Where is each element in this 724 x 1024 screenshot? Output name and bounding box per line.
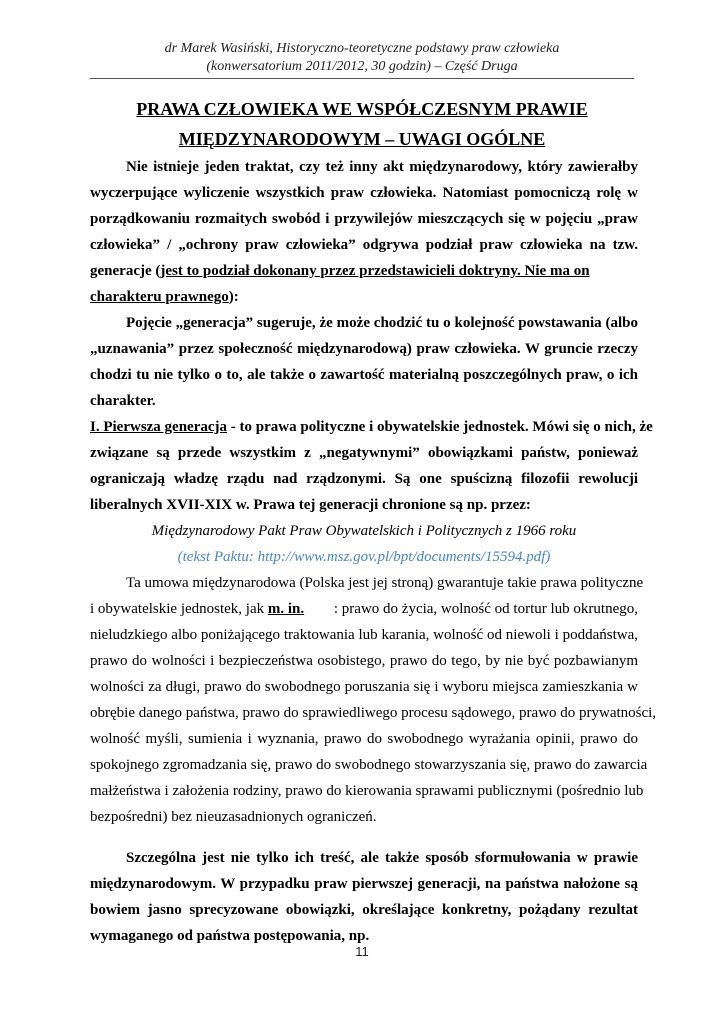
p1-line-6 (90, 284, 638, 310)
p4-line-9: małżeństwa i założenia rodziny, prawo do kierowania sprawami publicznymi (pośrednio lub (90, 783, 644, 799)
p2-line-2: „uznawania” przez społeczność międzynarodową) praw człowieka. W gruncie rzeczy (90, 341, 638, 357)
p4-line-7: wolność myśli, sumienia i wyznania, prawo do swobodnego wyrażania opinii, prawo do (90, 731, 638, 747)
p4-line-2-start (90, 596, 304, 622)
p3-line-1-rest: - to prawa polityczne i obywatelskie jednostek. Mówi się o nich, że (227, 419, 653, 435)
p4-line-2-end: : prawo do życia, wolność od tortur lub okrutnego, (333, 601, 638, 617)
p5-line-2: międzynarodowym. W przypadku praw pierwszej generacji, na państwa nałożone są (90, 876, 638, 892)
p1-line-1: Nie istnieje jeden traktat, czy też inny akt międzynarodowy, który zawierałby (126, 159, 638, 175)
covenant-name: Międzynarodowy Pakt Praw Obywatelskich i Politycznych z 1966 roku (151, 523, 577, 539)
p1-line-5-start: generacje ( (90, 263, 161, 279)
p4-line-3: nieludzkiego albo poniżającego traktowania lub karania, wolność od niewoli i poddaństwa, (90, 627, 638, 643)
p5-line-3: bowiem jasno sprecyzowane obowiązki, określające konkretny, pożądany rezultat (90, 902, 638, 918)
first-generation-heading: I. Pierwsza generacja (90, 419, 228, 435)
covenant-link[interactable]: (tekst Paktu: http://www.msz.gov.pl/bpt/documents/15594.pdf) (177, 549, 551, 565)
p2-line-1: Pojęcie „generacja” sugeruje, że może chodzić tu o kolejność powstawania (albo (126, 315, 638, 331)
section-title-line-1: PRAWA CZŁOWIEKA WE WSPÓŁCZESNYM PRAWIE (136, 99, 588, 119)
p4-line-4: prawo do wolności i bezpieczeństwa osobistego, prawo do tego, by nie być pozbawianym (90, 653, 638, 669)
running-header-line-2: (konwersatorium 2011/2012, 30 godzin) – Część Druga (206, 59, 518, 74)
p3-line-4: liberalnych XVII-XIX w. Prawa tej generacji chronione są np. przez: (90, 497, 531, 513)
p4-line-5: wolności za długi, prawo do swobodnego poruszania się i wyboru miejsca zamieszkania w (90, 679, 638, 695)
header-rule (90, 78, 634, 79)
page-number: 11 (355, 944, 369, 959)
p3-line-2: związane są przede wszystkim z „negatywnymi” obowiązkami państw, ponieważ (90, 445, 638, 461)
p4-line-6: obrębie danego państwa, prawo do sprawiedliwego procesu sądowego, prawo do prywatności, (90, 705, 657, 721)
p4-line-1: Ta umowa międzynarodowa (Polska jest jej stroną) gwarantuje takie prawa polityczne (126, 575, 644, 591)
running-header-line-1: dr Marek Wasiński, Historyczno-teoretyczne podstawy praw człowieka (164, 41, 560, 56)
m-in-abbrev: m. in. (267, 601, 305, 617)
doctrine-note: jest to podział dokonany przez przedstawicieli doktryny. Nie ma on (160, 263, 590, 279)
p2-line-3: chodzi tu nie tylko o to, ale także o zawartość materialną poszczególnych praw, o ich (90, 367, 638, 383)
p1-line-5 (90, 258, 638, 284)
p4-line-2-a: i obywatelskie jednostek, jak (90, 601, 268, 617)
p1-line-6-end: ): (228, 289, 239, 305)
p4-line-8: spokojnego zgromadzania się, prawo do swobodnego stowarzyszania się, prawo do zawarcia (90, 757, 648, 773)
p4-line-2 (90, 596, 638, 622)
p3-line-1 (90, 414, 653, 440)
p1-line-3: porządkowaniu rozmaitych swobód i przywilejów mieszczących się w pojęciu „praw (90, 211, 638, 227)
doctrine-note-end: charakteru prawnego (90, 289, 229, 305)
p5-line-1: Szczególna jest nie tylko ich treść, ale także sposób sformułowania w prawie (126, 850, 638, 866)
p1-line-4: człowieka” / „ochrony praw człowieka” odgrywa podział praw człowieka na tzw. (90, 237, 638, 253)
section-title-line-2: MIĘDZYNARODOWYM – UWAGI OGÓLNE (178, 129, 546, 149)
p3-line-3: ograniczają władzę rządu nad rządzonymi. Są one spuścizną filozofii rewolucji (90, 471, 638, 487)
p4-line-10: bezpośredni) bez nieuzasadnionych ograniczeń. (90, 809, 377, 825)
p5-line-4: wymaganego od państwa postępowania, np. (90, 928, 370, 944)
p2-line-4: charakter. (90, 393, 156, 409)
p1-line-2: wyczerpujące wyliczenie wszystkich praw człowieka. Natomiast pomocniczą rolę w (90, 185, 638, 201)
